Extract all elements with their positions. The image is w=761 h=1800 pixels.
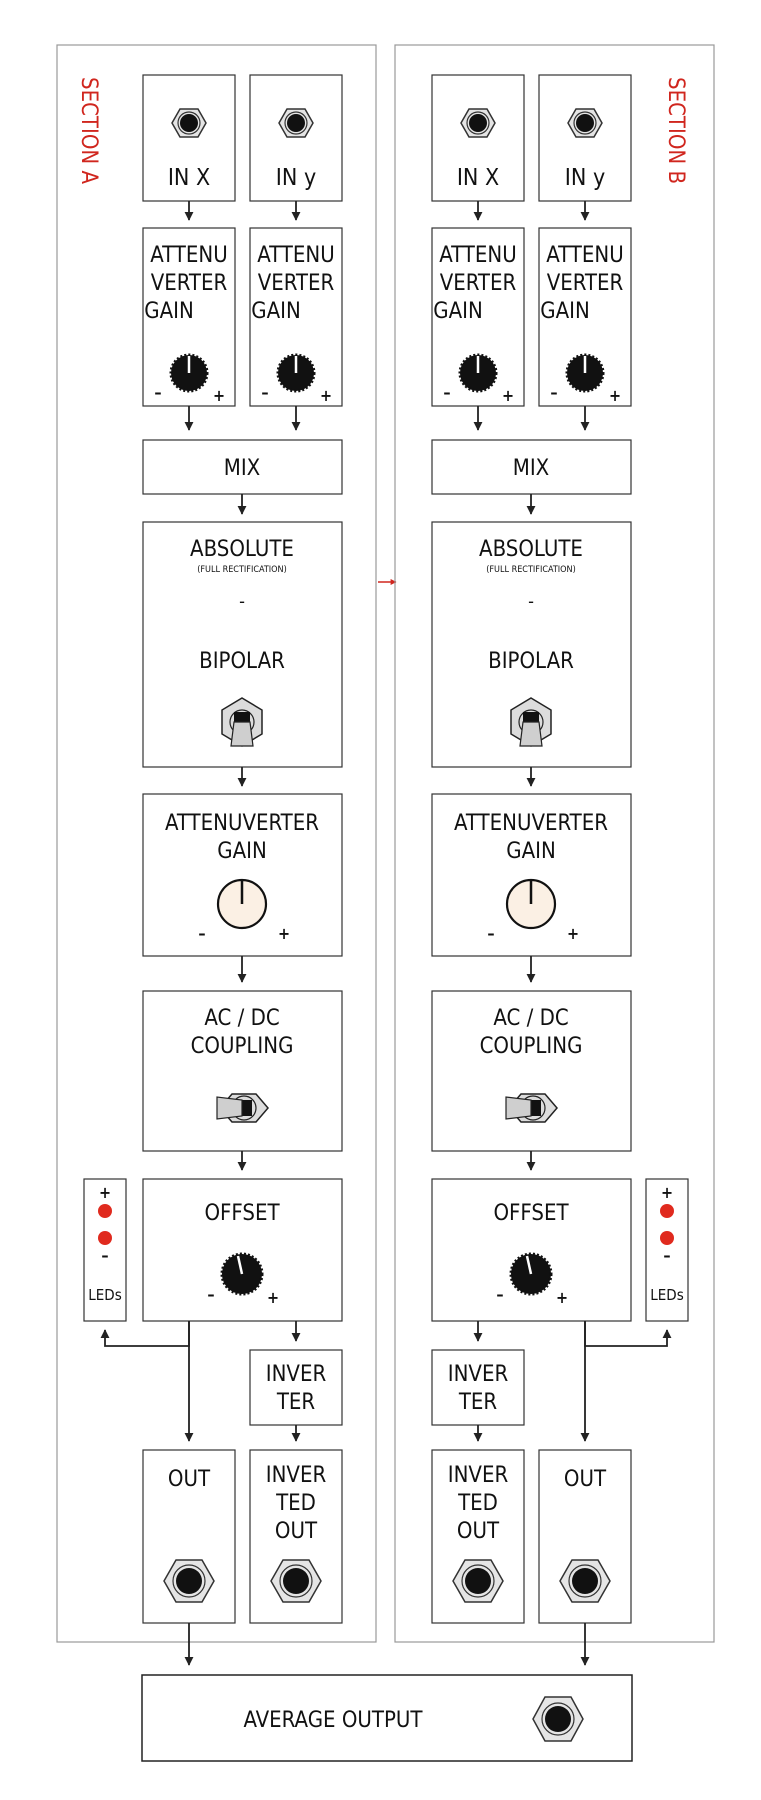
plus-sign: +: [608, 386, 622, 405]
led-negative: [660, 1231, 674, 1245]
minus-sign: –: [496, 1285, 504, 1304]
acdc-label: AC / DC: [204, 1006, 280, 1031]
attenuverter-x: [432, 228, 524, 406]
att-y-line1: ATTENU: [257, 243, 335, 268]
plus-sign: +: [319, 386, 333, 405]
led-minus-sign: –: [663, 1246, 671, 1265]
inverter-line2: TER: [276, 1390, 316, 1415]
inverted-out-jack[interactable]: [283, 1568, 309, 1594]
out-jack[interactable]: [176, 1568, 202, 1594]
led-indicator: [646, 1179, 688, 1321]
inv-out-line1: INVER: [265, 1463, 327, 1488]
coupling-toggle-switch[interactable]: [506, 1094, 557, 1122]
inv-out-line2: TED: [276, 1491, 316, 1516]
in-y-input: [250, 75, 342, 201]
in-x-input: [432, 75, 524, 201]
minus-sign: –: [443, 383, 451, 402]
out-output: [143, 1450, 235, 1623]
average-output-label: AVERAGE OUTPUT: [243, 1708, 423, 1733]
gain-label: GAIN: [506, 839, 556, 864]
offset-stage: [432, 1179, 631, 1321]
inv-out-line3: OUT: [274, 1519, 318, 1544]
led-positive: [98, 1204, 112, 1218]
dash-label: -: [528, 591, 534, 612]
attenuverter-label: ATTENUVERTER: [165, 811, 319, 836]
plus-sign: +: [277, 924, 291, 943]
dash-label: -: [239, 591, 245, 612]
att-x-line1: ATTENU: [439, 243, 517, 268]
att-y-line2: VERTER: [257, 271, 335, 296]
offset-label: OFFSET: [204, 1201, 280, 1226]
attenuverter-y: [539, 228, 631, 406]
inverted-out-jack[interactable]: [465, 1568, 491, 1594]
attenuverter-y: [250, 228, 342, 406]
in-y-jack[interactable]: [287, 114, 305, 132]
att-y-line3: GAIN: [540, 299, 590, 324]
att-x-line2: VERTER: [439, 271, 517, 296]
attenuverter-gain-stage: [432, 794, 631, 956]
coupling-stage: [432, 991, 631, 1151]
full-rectification-label: (FULL RECTIFICATION): [486, 565, 576, 575]
minus-sign: –: [550, 383, 558, 402]
led-plus-sign: +: [98, 1183, 112, 1202]
coupling-stage: [143, 991, 342, 1151]
bipolar-toggle-switch[interactable]: [222, 698, 262, 746]
absolute-label: ABSOLUTE: [479, 537, 583, 562]
out-label: OUT: [167, 1467, 211, 1492]
section-b: [395, 45, 714, 1665]
led-positive: [660, 1204, 674, 1218]
att-y-line2: VERTER: [546, 271, 624, 296]
rectification-stage: [432, 522, 631, 767]
inverter-line2: TER: [458, 1390, 498, 1415]
in-y-label: IN y: [564, 165, 606, 191]
average-output-jack[interactable]: [545, 1706, 571, 1732]
plus-sign: +: [555, 1288, 569, 1307]
inv-out-line2: TED: [458, 1491, 498, 1516]
inverted-out-output: [250, 1450, 342, 1623]
absolute-label: ABSOLUTE: [190, 537, 294, 562]
section-a: [57, 45, 376, 1665]
att-x-line3: GAIN: [433, 299, 483, 324]
attenuverter-label: ATTENUVERTER: [454, 811, 608, 836]
gain-label: GAIN: [217, 839, 267, 864]
out-jack[interactable]: [572, 1568, 598, 1594]
acdc-label: AC / DC: [493, 1006, 569, 1031]
led-plus-sign: +: [660, 1183, 674, 1202]
plus-sign: +: [266, 1288, 280, 1307]
section-a-title: SECTION A: [76, 77, 101, 185]
minus-sign: –: [198, 924, 206, 943]
offset-stage: [143, 1179, 342, 1321]
full-rectification-label: (FULL RECTIFICATION): [197, 565, 287, 575]
bipolar-toggle-switch[interactable]: [511, 698, 551, 746]
inv-out-line3: OUT: [456, 1519, 500, 1544]
leds-label: LEDs: [650, 1286, 684, 1304]
in-x-input: [143, 75, 235, 201]
minus-sign: –: [154, 383, 162, 402]
inv-out-line1: INVER: [447, 1463, 509, 1488]
out-label: OUT: [563, 1467, 607, 1492]
plus-sign: +: [212, 386, 226, 405]
bipolar-label: BIPOLAR: [199, 649, 285, 674]
in-x-label: IN X: [456, 165, 500, 191]
in-x-jack[interactable]: [469, 114, 487, 132]
mix-label: MIX: [223, 456, 261, 481]
inverter-line1: INVER: [265, 1362, 327, 1387]
att-x-line3: GAIN: [144, 299, 194, 324]
led-negative: [98, 1231, 112, 1245]
plus-sign: +: [501, 386, 515, 405]
led-minus-sign: –: [101, 1246, 109, 1265]
attenuverter-x: [143, 228, 235, 406]
att-x-line2: VERTER: [150, 271, 228, 296]
att-y-line1: ATTENU: [546, 243, 624, 268]
coupling-label: COUPLING: [479, 1034, 583, 1059]
section-b-title: SECTION B: [663, 77, 688, 185]
att-x-line1: ATTENU: [150, 243, 228, 268]
coupling-toggle-switch[interactable]: [217, 1094, 268, 1122]
minus-sign: –: [261, 383, 269, 402]
in-x-jack[interactable]: [180, 114, 198, 132]
inverted-out-output: [432, 1450, 524, 1623]
in-y-label: IN y: [275, 165, 317, 191]
minus-sign: –: [487, 924, 495, 943]
attenuverter-gain-stage: [143, 794, 342, 956]
mix-label: MIX: [512, 456, 550, 481]
in-y-input: [539, 75, 631, 201]
plus-sign: +: [566, 924, 580, 943]
coupling-label: COUPLING: [190, 1034, 294, 1059]
offset-label: OFFSET: [493, 1201, 569, 1226]
in-x-label: IN X: [167, 165, 211, 191]
inverter-line1: INVER: [447, 1362, 509, 1387]
att-y-line3: GAIN: [251, 299, 301, 324]
bipolar-label: BIPOLAR: [488, 649, 574, 674]
in-y-jack[interactable]: [576, 114, 594, 132]
leds-label: LEDs: [88, 1286, 122, 1304]
average-output: [142, 1675, 632, 1761]
rectification-stage: [143, 522, 342, 767]
out-output: [539, 1450, 631, 1623]
led-indicator: [84, 1179, 126, 1321]
minus-sign: –: [207, 1285, 215, 1304]
